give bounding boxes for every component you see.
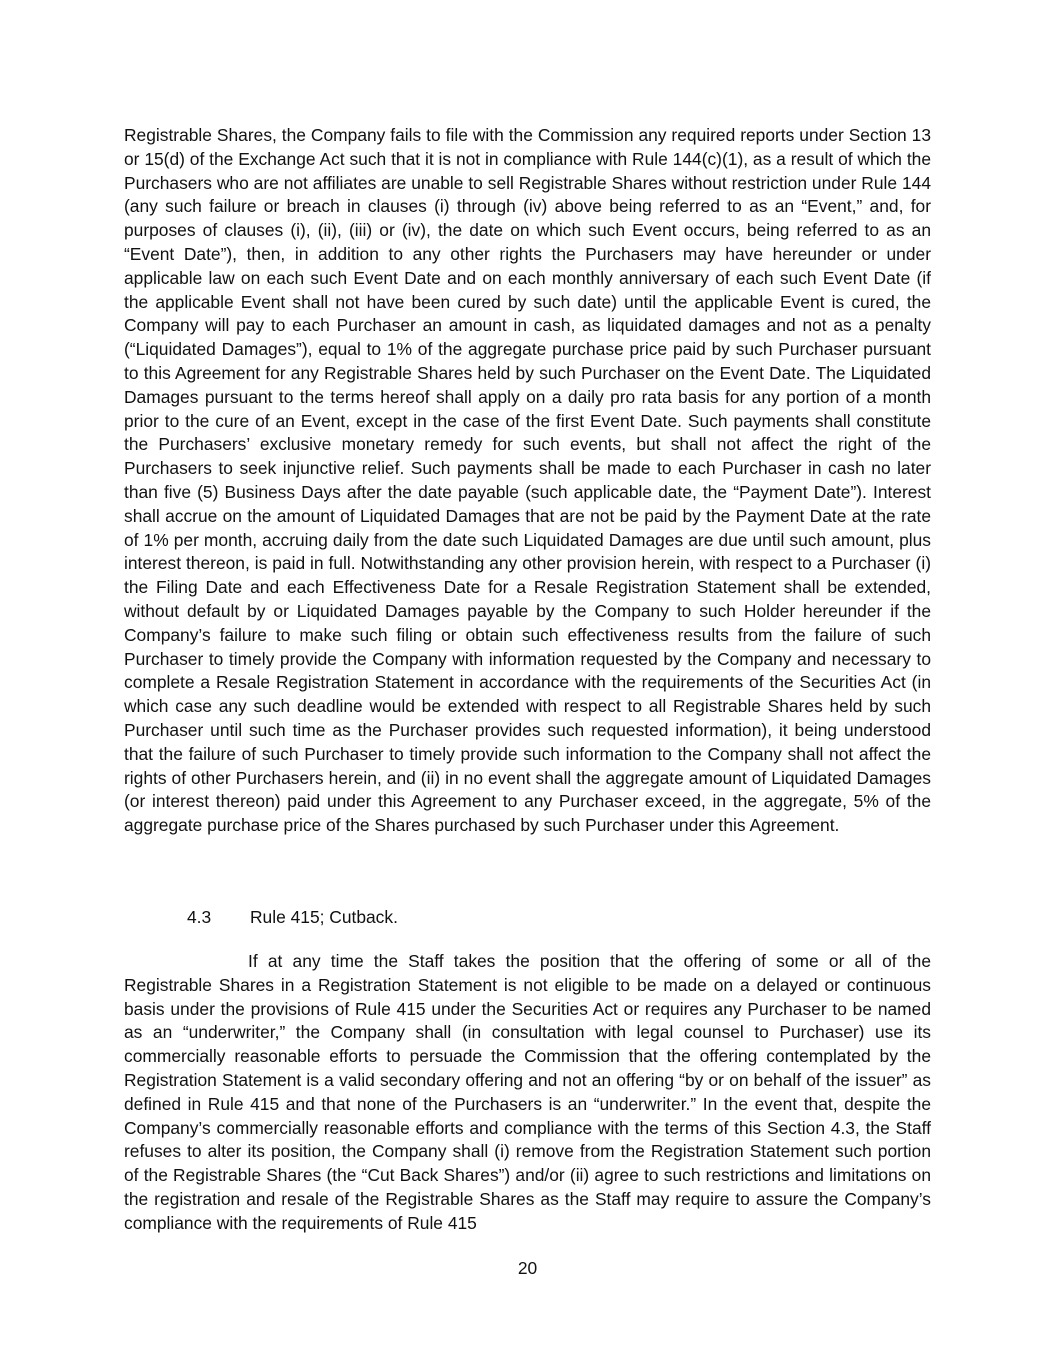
section-title: Rule 415; Cutback. bbox=[250, 907, 398, 927]
liquidated-damages-paragraph: Registrable Shares, the Company fails to file with the Commission any required reports under Section 13 or 15(d) of the Exchange Act such that it is not in compliance with Rule 144(c)(1), as a result of which the Purchasers who are not affiliates are unable to sell Registrable Shares without restriction under Rule 144 (any such failure or breach in clauses (i) through (iv) above being referred to as an “Event,” and, for purposes of clauses (i), (ii), (iii) or (iv), the date on which such Event occurs, being referred to as an “Event Date”), then, in addition to any other rights the Purchasers may have hereunder or under applicable law on each such Event Date and on each monthly anniversary of each such Event Date (if the applicable Event shall not have been cured by such date) until the applicable Event is cured, the Company will pay to each Purchaser an amount in cash, as liquidated damages and not as a penalty (“Liquidated Damages”), equal to 1% of the aggregate purchase price paid by such Purchaser pursuant to this Agreement for any Registrable Shares held by such Purchaser on the Event Date. The Liquidated Damages pursuant to the terms hereof shall apply on a daily pro rata basis for any portion of a month prior to the cure of an Event, except in the case of the first Event Date. Such payments shall constitute the Purchasers’ exclusive monetary remedy for such events, but shall not affect the right of the Purchasers to seek injunctive relief. Such payments shall be made to each Purchaser in cash no later than five (5) Business Days after the date payable (such applicable date, the “Payment Date”). Interest shall accrue on the amount of Liquidated Damages that are not be paid by the Payment Date at the rate of 1% per month, accruing daily from the date such Liquidated Damages are due until such amount, plus interest thereon, is paid in full. Notwithstanding any other provision herein, with respect to a Purchaser (i) the Filing Date and each Effectiveness Date for a Resale Registration Statement shall be extended, without default by or Liquidated Damages payable by the Company to such Holder hereunder if the Company’s failure to make such filing or obtain such effectiveness results from the failure of such Purchaser to timely provide the Company with information requested by the Company and necessary to complete a Resale Registration Statement in accordance with the requirements of the Securities Act (in which case any such deadline would be extended with respect to all Registrable Shares held by such Purchaser until such time as the Purchaser provides such requested information), it being understood that the failure of such Purchaser to timely provide such information to the Company shall not affect the rights of other Purchasers herein, and (ii) in no event shall the aggregate amount of Liquidated Damages (or interest thereon) paid under this Agreement to any Purchaser exceed, in the aggregate, 5% of the aggregate purchase price of the Shares purchased by such Purchaser under this Agreement. bbox=[124, 125, 931, 836]
page-number: 20 bbox=[517, 1258, 538, 1278]
section-heading bbox=[187, 906, 398, 930]
section-number: 4.3 bbox=[187, 907, 212, 927]
cutback-paragraph: If at any time the Staff takes the position that the offering of some or all of the Registrable Shares in a Registration Statement is not eligible to be made on a delayed or continuous basis under the provisions of Rule 415 under the Securities Act or requires any Purchaser to be named as an “underwriter,” the Company shall (in consultation with legal counsel to Purchaser) use its commercially reasonable efforts to persuade the Commission that the offering contemplated by the Registration Statement is a valid secondary offering and not an offering “by or on behalf of the issuer” as defined in Rule 415 and that none of the Purchasers is an “underwriter.” In the event that, despite the Company’s commercially reasonable efforts and compliance with the terms of this Section 4.3, the Staff refuses to alter its position, the Company shall (i) remove from the Registration Statement such portion of the Registrable Shares (the “Cut Back Shares”) and/or (ii) agree to such restrictions and limitations on the registration and resale of the Registrable Shares as the Staff may require to assure the Company’s compliance with the requirements of Rule 415 bbox=[124, 951, 931, 1233]
